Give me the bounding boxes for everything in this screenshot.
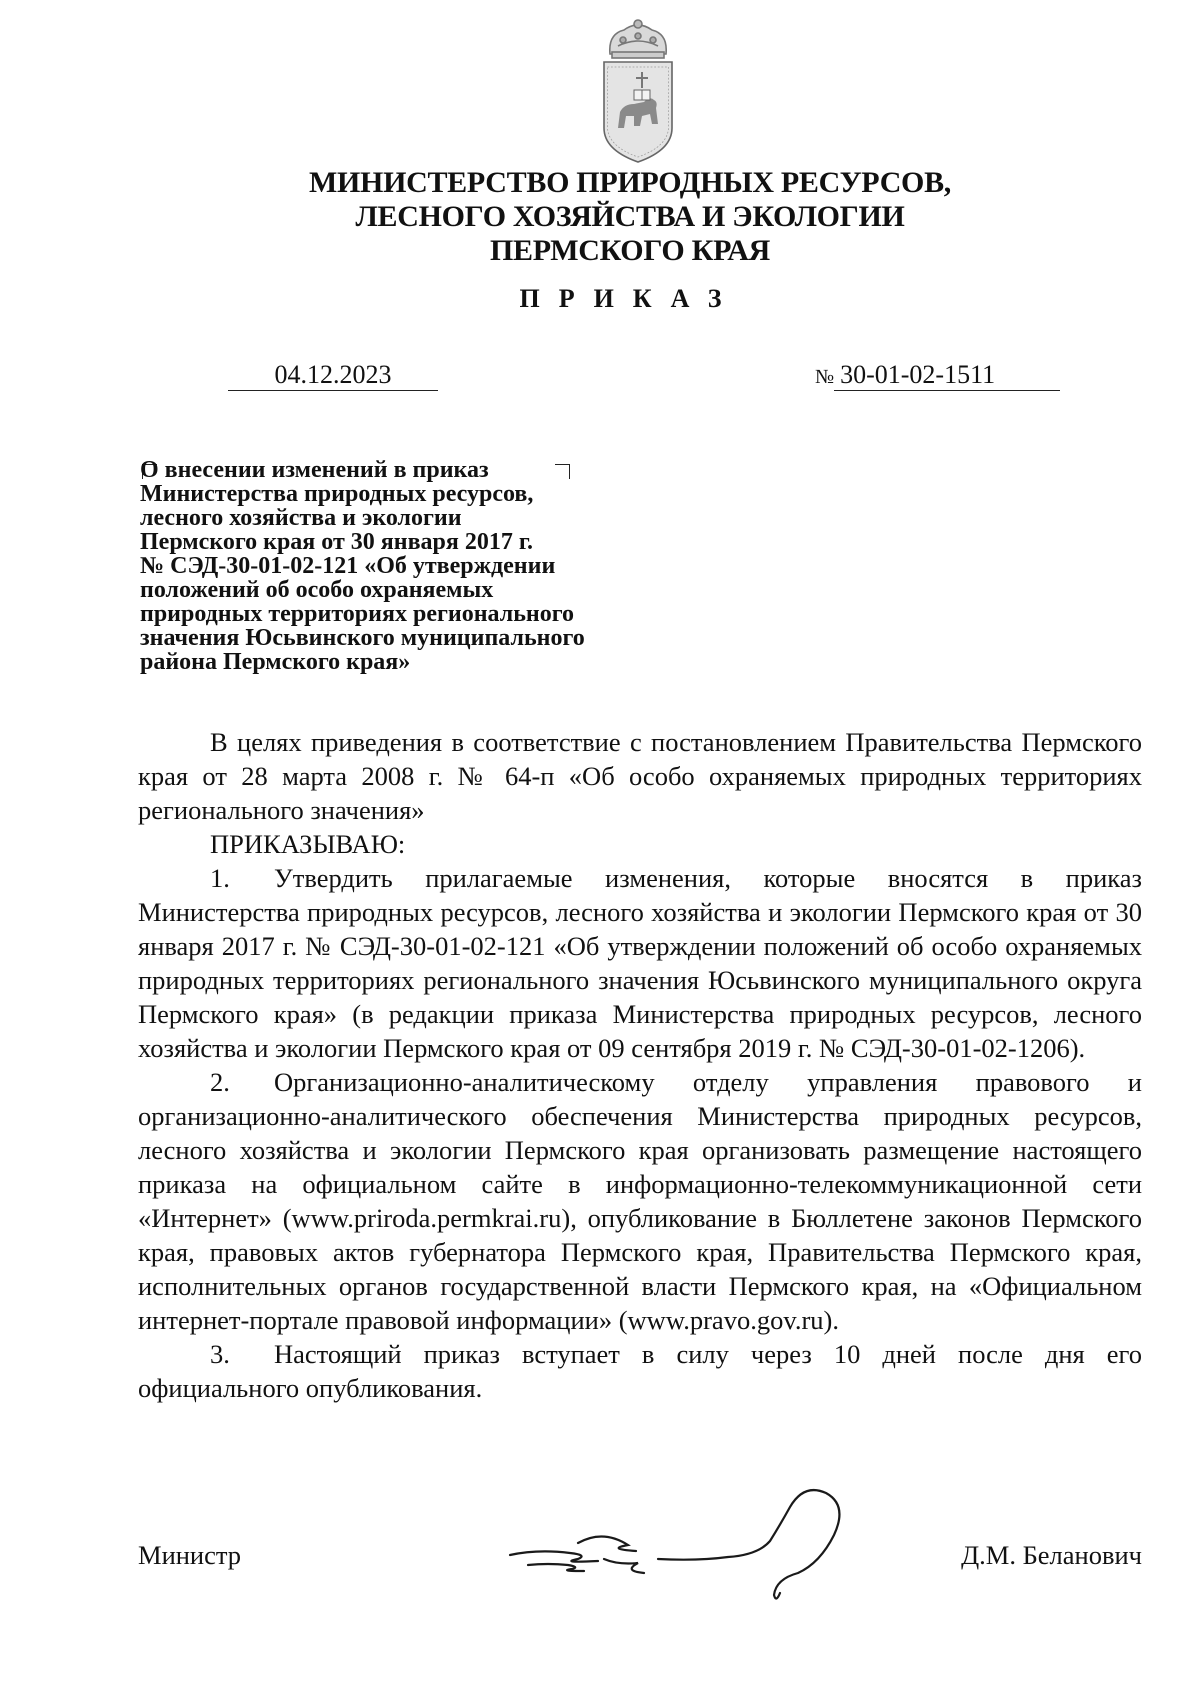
item-text: Утвердить прилагаемые изменения, которые вносятся в приказ Министерства природных ресурсов, лесного хозяйства и экологии Пермского края от 30 января 2017 г. № СЭД-30-01-02-121 «Об утверждении положений об особо охраняемых природных территориях регионального значения Юсьвинского муниципального округа Пермского края» (в редакции приказа Министерства природных ресурсов, лесного хозяйства и экологии Пермского края от 09 сентября 2019 г. № СЭД-30-01-02-1206). — [138, 863, 1142, 1063]
item-number: 1. — [210, 863, 230, 893]
document-subject — [140, 458, 700, 674]
item-text: Настоящий приказ вступает в силу через 10 дней после дня его официального опубликования. — [138, 1339, 1142, 1403]
ministry-line: ЛЕСНОГО ХОЗЯЙСТВА И ЭКОЛОГИИ — [355, 200, 905, 233]
document-number-field — [815, 360, 1060, 392]
document-body — [138, 725, 1142, 1405]
item-text: Организационно-аналитическому отделу управления правового и организационно-аналитического обеспечения Министерства природных ресурсов, лесного хозяйства и экологии Пермского края организовать размещение настоящего приказа на официальном сайте в информационно-телекоммуникационной сети «Интернет» (www.priroda.permkrai.ru), опубликование в Бюллетене законов Пермского края, правовых актов губернатора Пермского края, Правительства Пермского края, исполнительных органов государственной власти Пермского края, на «Официальном интернет-портале правовой информации» (www.pravo.gov.ru). — [138, 1067, 1142, 1335]
signature-block — [138, 1540, 1142, 1600]
signatory-title: Министр — [138, 1540, 242, 1570]
ministry-line: МИНИСТЕРСТВО ПРИРОДНЫХ РЕСУРСОВ, — [308, 166, 952, 199]
subject-line: Пермского края от 30 января 2017 г. — [140, 529, 534, 555]
document-date: 04.12.2023 — [228, 360, 438, 391]
ministry-name — [0, 166, 1200, 268]
item-number: 3. — [210, 1339, 230, 1369]
number-sign: № — [815, 366, 835, 388]
subject-line: значения Юсьвинского муниципального — [140, 625, 585, 651]
order-item — [138, 1337, 1142, 1405]
subject-line: О внесении изменений в приказ — [140, 457, 489, 483]
ministry-line: ПЕРМСКОГО КРАЯ — [490, 234, 770, 267]
order-word: ПРИКАЗЫВАЮ: — [210, 829, 406, 859]
document-number: 30-01-02-1511 — [834, 360, 1060, 391]
subject-line: положений об особо охраняемых — [140, 577, 494, 603]
item-number: 2. — [210, 1067, 230, 1097]
subject-line: природных территориях регионального — [140, 601, 575, 627]
subject-line: Министерства природных ресурсов, — [140, 481, 534, 507]
subject-line: № СЭД-30-01-02-121 «Об утверждении — [140, 553, 556, 579]
order-item — [138, 861, 1142, 1065]
document-type: ПРИКАЗ — [519, 284, 741, 313]
subject-line: района Пермского края» — [140, 649, 411, 675]
subject-line: лесного хозяйства и экологии — [140, 505, 462, 531]
signatory-name: Д.М. Беланович — [961, 1540, 1142, 1570]
preamble-paragraph: В целях приведения в соответствие с постановлением Правительства Пермского края от 28 марта 2008 г. № 64-п «Об особо охраняемых природных территориях регионального значения» — [138, 727, 1142, 825]
coat-of-arms-icon — [588, 16, 688, 166]
order-item — [138, 1065, 1142, 1337]
